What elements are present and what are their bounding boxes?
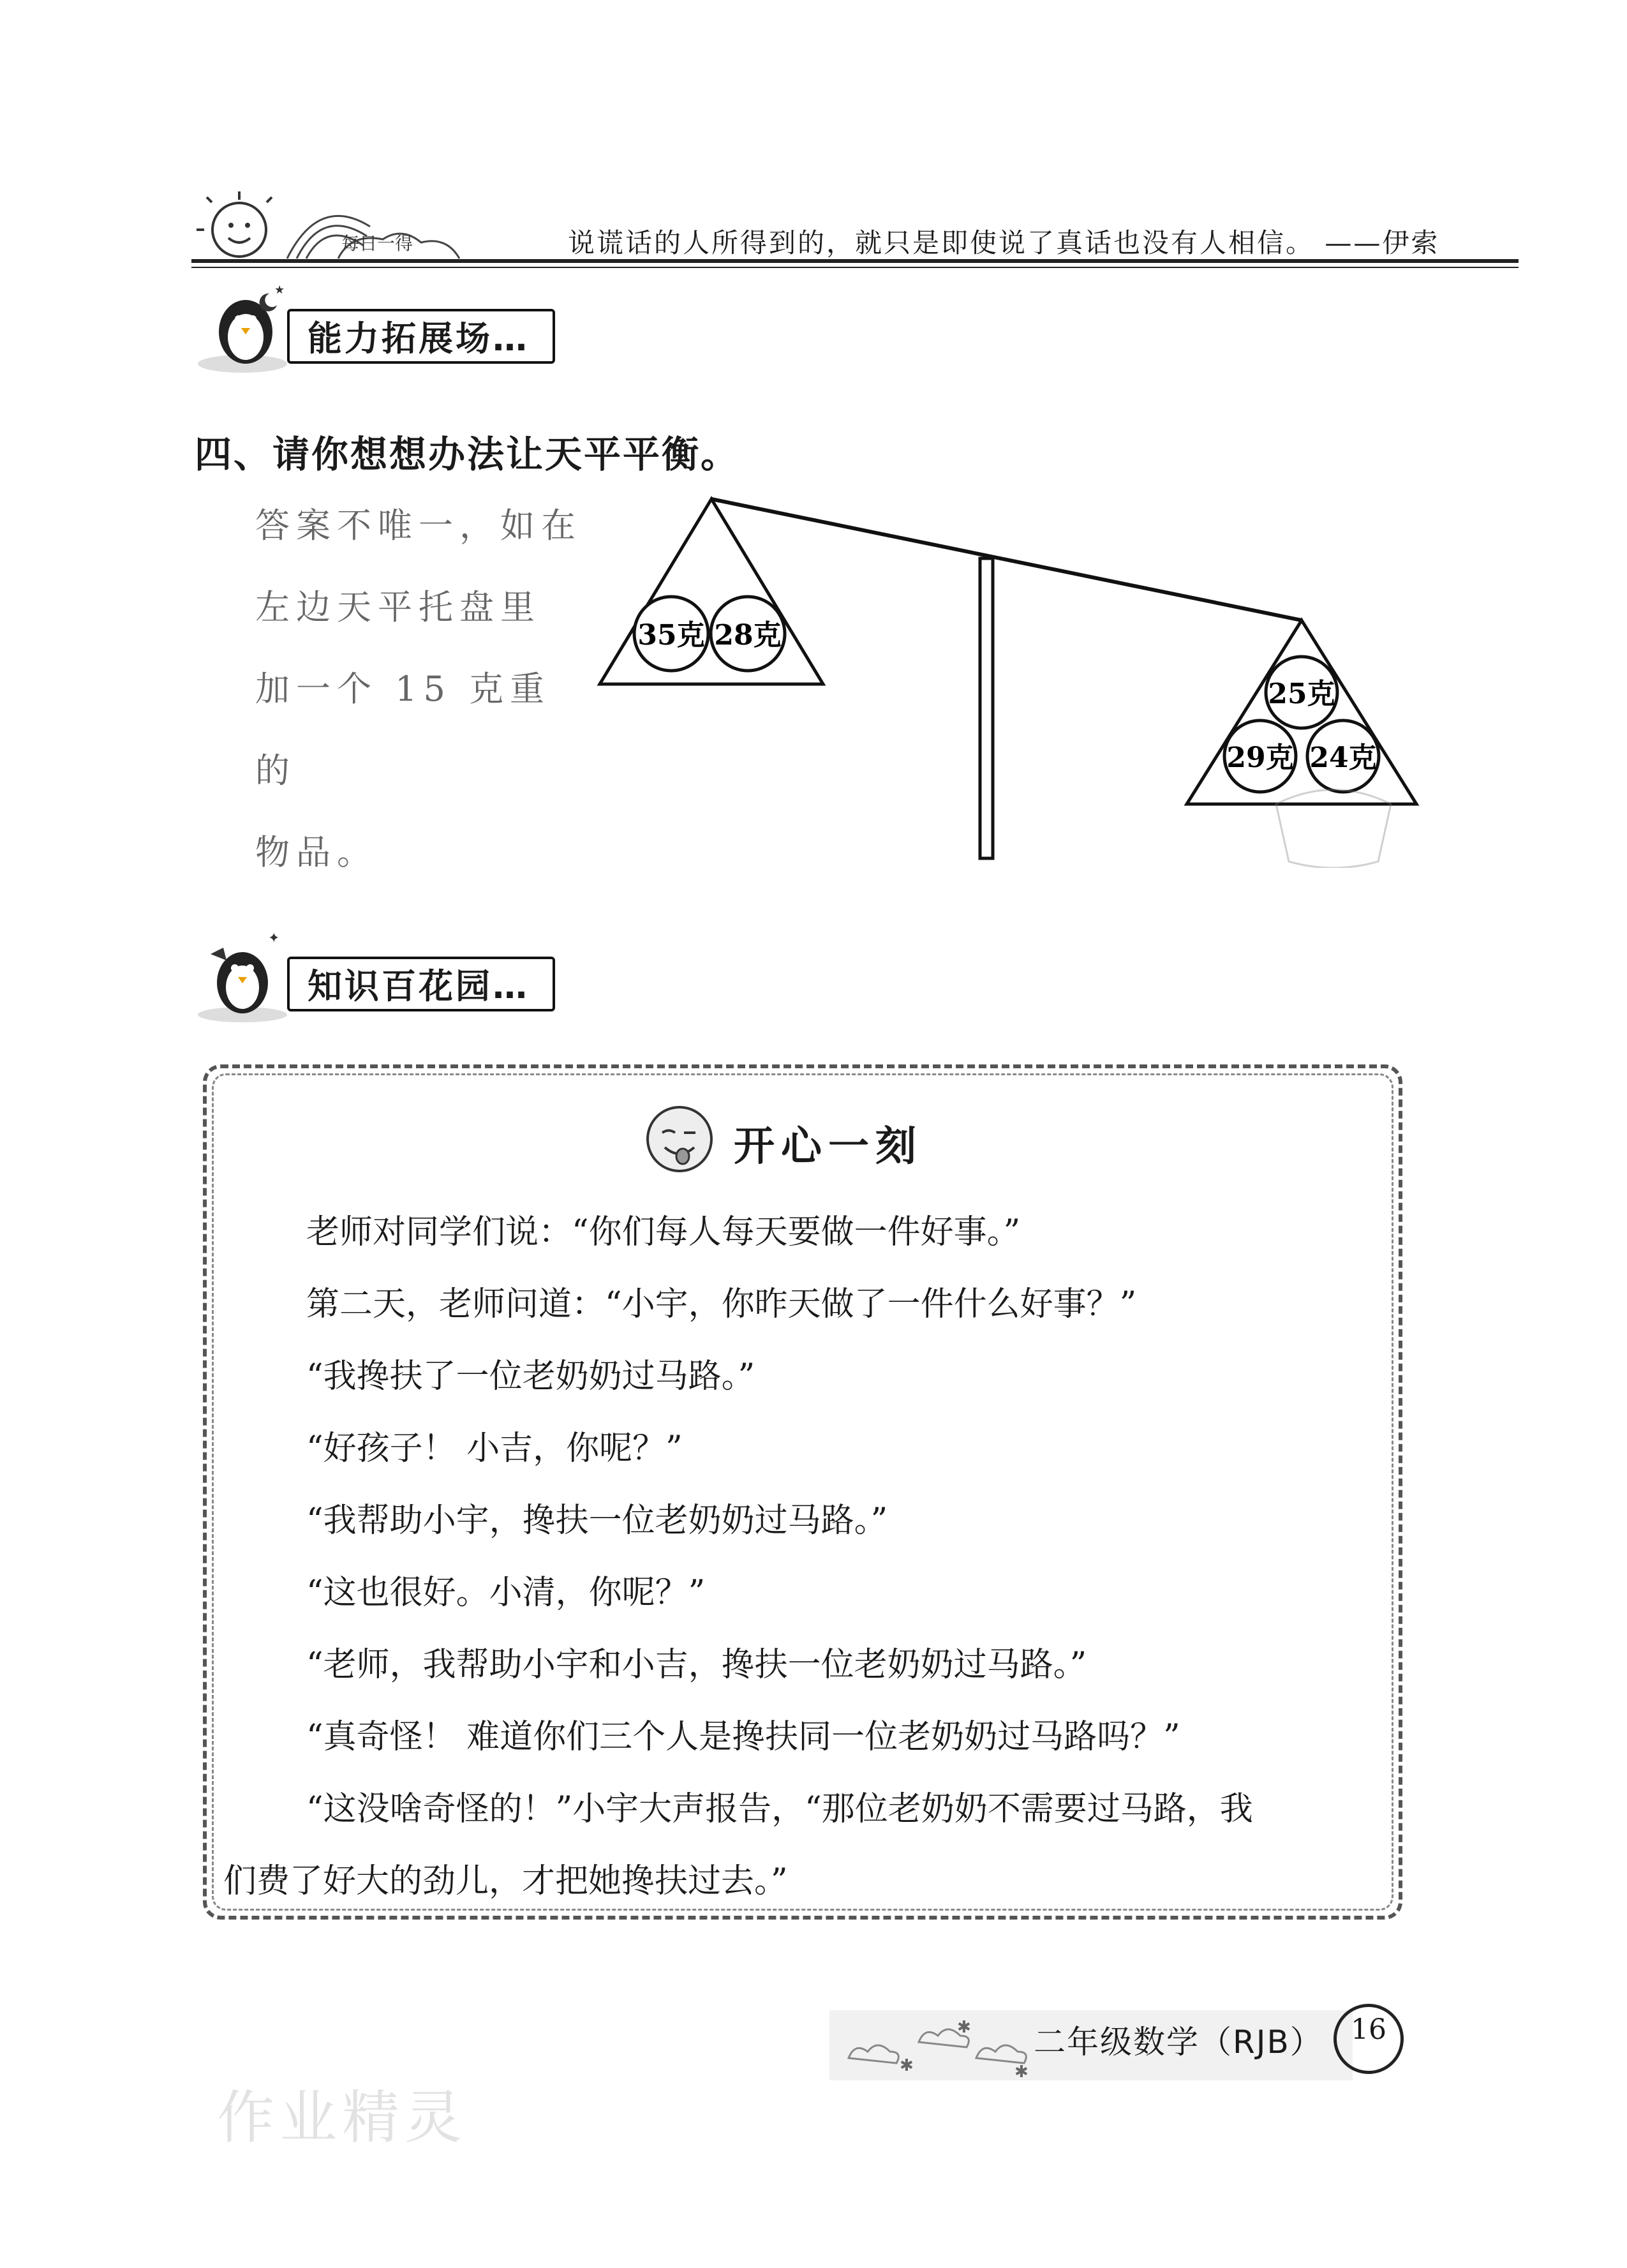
smiley-tongue-icon <box>644 1104 715 1174</box>
svg-text:✱: ✱ <box>957 2018 971 2037</box>
footer-grade-label: 二年级数学（RJB） <box>1034 2024 1323 2061</box>
svg-text:✱: ✱ <box>1014 2063 1029 2082</box>
svg-text:✦: ✦ <box>268 930 280 946</box>
joke-line: “真奇怪！ 难道你们三个人是搀扶同一位老奶奶过马路吗？” <box>306 1718 1180 1756</box>
page-number: 16 <box>1351 2013 1386 2046</box>
watermark: 作业精灵 <box>217 2084 467 2151</box>
joke-text <box>223 1197 1391 1918</box>
joke-line: “好孩子！ 小吉，你呢？” <box>306 1429 683 1468</box>
balance-pole <box>980 558 993 858</box>
answer-line: 左边天平托盘里 <box>255 587 541 627</box>
answer-line: 加一个 15 克重的 <box>255 669 551 791</box>
left-weight: 28克 <box>714 619 782 652</box>
section-banner-knowledge <box>198 929 568 1024</box>
svg-text:✱: ✱ <box>900 2056 914 2075</box>
handwritten-answer <box>255 485 587 893</box>
left-pan <box>600 499 823 684</box>
header-rule <box>191 259 1519 263</box>
balance-beam <box>711 499 1302 620</box>
joke-line: “我搀扶了一位老奶奶过马路。” <box>306 1357 755 1396</box>
section-banner-ability <box>198 281 568 377</box>
header-quote: 说谎话的人所得到的，就只是即使说了真话也没有人相信。 ——伊索 <box>568 227 1440 258</box>
svg-text:★: ★ <box>274 283 285 297</box>
joke-line: “这没啥奇怪的！”小宇大声报告，“那位老奶奶不需要过马路，我 <box>306 1790 1253 1828</box>
header-rule-thin <box>191 267 1519 268</box>
daily-label: 每日一得 <box>341 233 413 254</box>
penguin-mascot-icon <box>198 929 293 1024</box>
balance-scale-diagram <box>574 485 1436 868</box>
right-weight: 24克 <box>1309 742 1377 774</box>
right-weight: 25克 <box>1268 678 1335 710</box>
joke-line: “我帮助小宇，搀扶一位老奶奶过马路。” <box>306 1502 888 1540</box>
section-title: 知识百花园… <box>287 957 555 1011</box>
answer-line: 物品。 <box>255 832 378 872</box>
section-title: 能力拓展场… <box>287 309 555 364</box>
penguin-mascot-icon <box>198 281 293 377</box>
answer-line: 答案不唯一，如在 <box>255 505 582 546</box>
joke-line: 第二天，老师问道：“小宇，你昨天做了一件什么好事？” <box>306 1285 1137 1324</box>
question-4-title: 四、请你想想办法让天平平衡。 <box>195 433 740 476</box>
right-weight: 29克 <box>1226 742 1294 774</box>
joke-line: “这也很好。小清，你呢？” <box>306 1574 706 1612</box>
joke-line: “老师，我帮助小宇和小吉，搀扶一位老奶奶过马路。” <box>306 1646 1087 1684</box>
joke-title: 开心一刻 <box>734 1123 923 1170</box>
joke-line: 老师对同学们说：“你们每人每天要做一件好事。” <box>306 1213 1021 1251</box>
joke-line: 们费了好大的劲儿，才把她搀扶过去。” <box>223 1862 788 1900</box>
left-weight: 35克 <box>637 619 705 652</box>
